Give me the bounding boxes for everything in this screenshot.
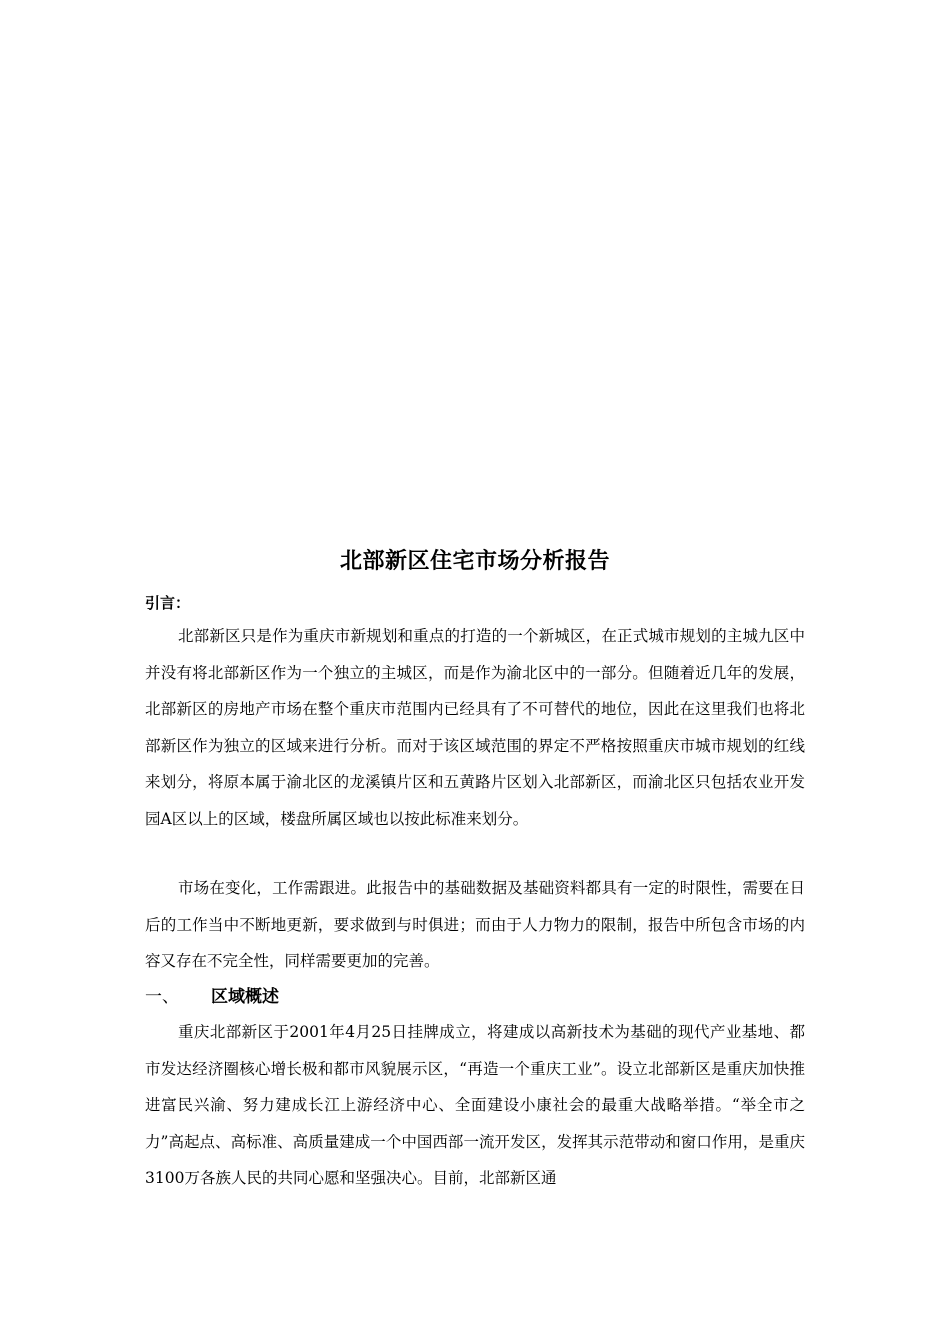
intro-paragraph: 北部新区只是作为重庆市新规划和重点的打造的一个新城区，在正式城市规划的主城九区中并没有将北部新区作为一个独立的主城区，而是作为渝北区中的一部分。但随着近几年的发展，北部新区的房地产市场在整个重庆市范围内已经具有了不可替代的地位，因此在这里我们也将北部新区作为独立的区域来进行分析。而对于该区域范围的界定不严格按照重庆市城市规划的红线来划分，将原本属于渝北区的龙溪镇片区和五黄路片区划入北部新区，而渝北区只包括农业开发园A区以上的区域，楼盘所属区域也以按此标准来划分。 (145, 627, 805, 828)
section-heading (145, 984, 805, 1010)
document-title: 北部新区住宅市场分析报告 (339, 549, 610, 574)
intro-label: 引言： (145, 594, 191, 612)
section-title: 区域概述 (211, 987, 279, 1007)
section-number: 一、 (145, 987, 179, 1007)
note-paragraph: 市场在变化，工作需跟进。此报告中的基础数据及基础资料都具有一定的时限性，需要在日后的工作当中不断地更新，要求做到与时俱进；而由于人力物力的限制，报告中所包含市场的内容又存在不完全性，同样需要更加的完善。 (145, 879, 805, 970)
overview-paragraph: 重庆北部新区于2001年4月25日挂牌成立，将建成以高新技术为基础的现代产业基地、都市发达经济圈核心增长极和都市风貌展示区，“再造一个重庆工业”。设立北部新区是重庆加快推进富民兴渝、努力建成长江上游经济中心、全面建设小康社会的最重大战略举措。“举全市之力”高起点、高标准、高质量建成一个中国西部一流开发区，发挥其示范带动和窗口作用，是重庆3100万各族人民的共同心愿和坚强决心。目前，北部新区通 (145, 1023, 805, 1187)
